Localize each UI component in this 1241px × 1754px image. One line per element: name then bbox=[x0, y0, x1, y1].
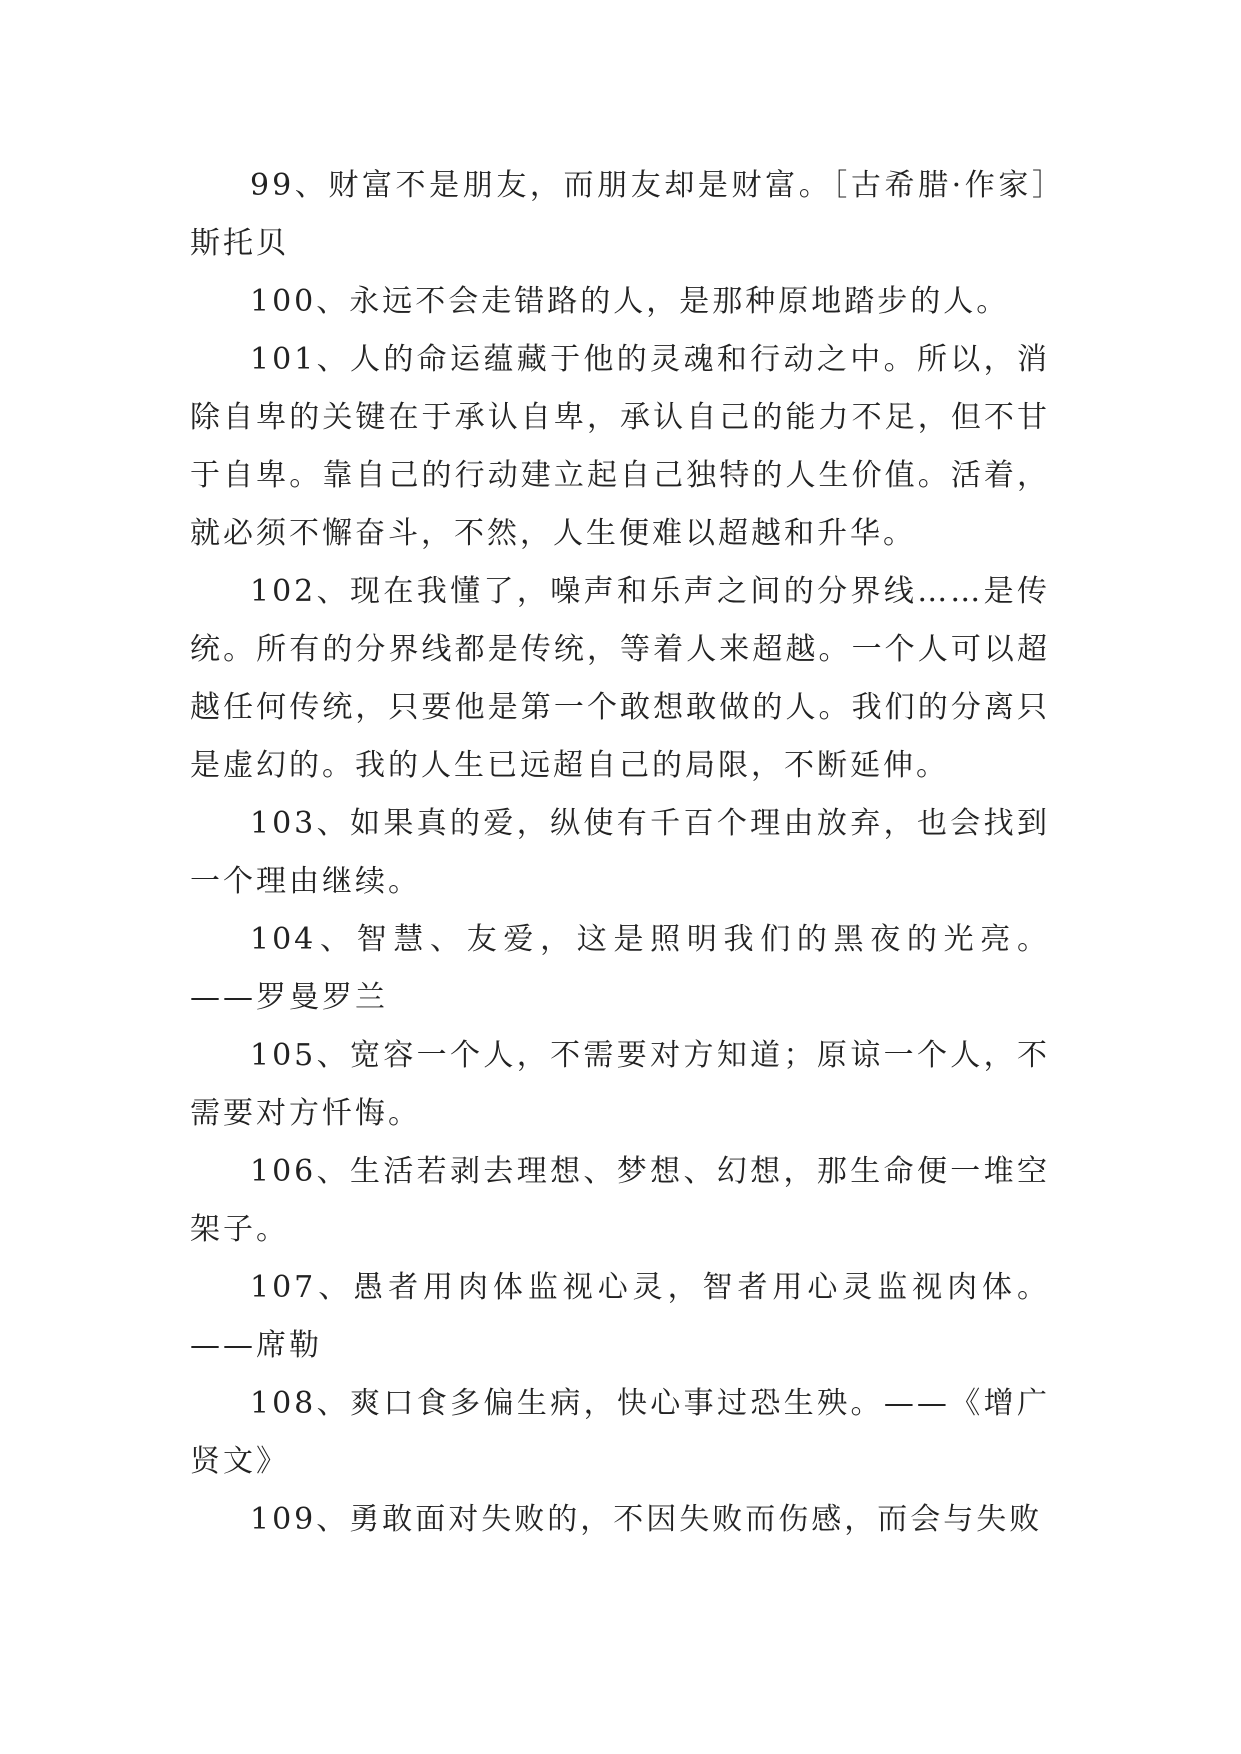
quote-paragraph-105: 105、宽容一个人，不需要对方知道；原谅一个人，不需要对方忏悔。 bbox=[190, 1038, 1050, 1131]
quote-paragraph-103: 103、如果真的爱，纵使有千百个理由放弃，也会找到一个理由继续。 bbox=[190, 806, 1050, 899]
quote-paragraph-106: 106、生活若剥去理想、梦想、幻想，那生命便一堆空架子。 bbox=[190, 1154, 1050, 1247]
quote-paragraph-109: 109、勇敢面对失败的，不因失败而伤感，而会与失败 bbox=[250, 1502, 1043, 1537]
document-body bbox=[190, 157, 1050, 1549]
quote-paragraph-99: 99、财富不是朋友，而朋友却是财富。［古希腊·作家］斯托贝 bbox=[190, 168, 1050, 261]
quote-paragraph-108: 108、爽口食多偏生病，快心事过恐生殃。——《增广贤文》 bbox=[190, 1386, 1050, 1479]
quote-paragraph-104: 104、智慧、友爱，这是照明我们的黑夜的光亮。 ——罗曼罗兰 bbox=[190, 922, 1050, 1015]
quote-paragraph-102: 102、现在我懂了，噪声和乐声之间的分界线……是传统。所有的分界线都是传统，等着人来超越。一个人可以超越任何传统，只要他是第一个敢想敢做的人。我们的分离只是虚幻的。我的人生已远超自己的局限，不断延伸。 bbox=[190, 574, 1050, 783]
quote-paragraph-101: 101、人的命运蕴藏于他的灵魂和行动之中。所以，消除自卑的关键在于承认自卑，承认自己的能力不足，但不甘于自卑。靠自己的行动建立起自己独特的人生价值。活着，就必须不懈奋斗，不然，人生便难以超越和升华。 bbox=[190, 342, 1050, 551]
quote-paragraph-100: 100、永远不会走错路的人，是那种原地踏步的人。 bbox=[250, 284, 1010, 319]
quote-paragraph-107: 107、愚者用肉体监视心灵，智者用心灵监视肉体。——席勒 bbox=[190, 1270, 1050, 1363]
